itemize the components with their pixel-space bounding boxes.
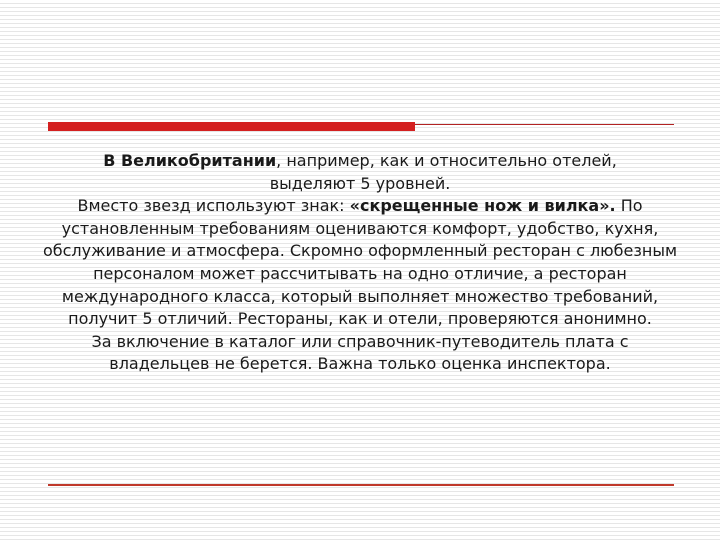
paragraph-symbol-lead: Вместо звезд используют знак: (77, 196, 350, 216)
slide-body (40, 150, 680, 376)
paragraph-fee: За включение в каталог или справочник-путеводитель плата с владельцев не берется. Важна только оценка инспектора. (91, 331, 629, 374)
paragraph-symbol-mark: «скрещенные нож и вилка». (349, 196, 616, 216)
paragraph-levels-line1: , например, как и относительно отелей, (276, 151, 617, 170)
paragraph-symbol (40, 195, 680, 331)
top-accent-bar (48, 122, 415, 131)
paragraph-levels-line2: выделяют 5 уровней. (269, 173, 451, 193)
paragraph-lead-country: В Великобритании (103, 151, 277, 170)
paragraph-symbol-rest: По установленным требованиям оцениваются комфорт, удобство, кухня, обслуживание и атмосфера. Скромно оформленный ресторан с любезным персоналом может рассчитывать на одно отличие, а ресторан международного класса, который выполняет множество требований, получит 5 отличий. Рестораны, как и отели, проверяются анонимно. (42, 196, 678, 329)
paragraph-levels (40, 150, 680, 195)
bottom-divider-line (48, 484, 674, 486)
